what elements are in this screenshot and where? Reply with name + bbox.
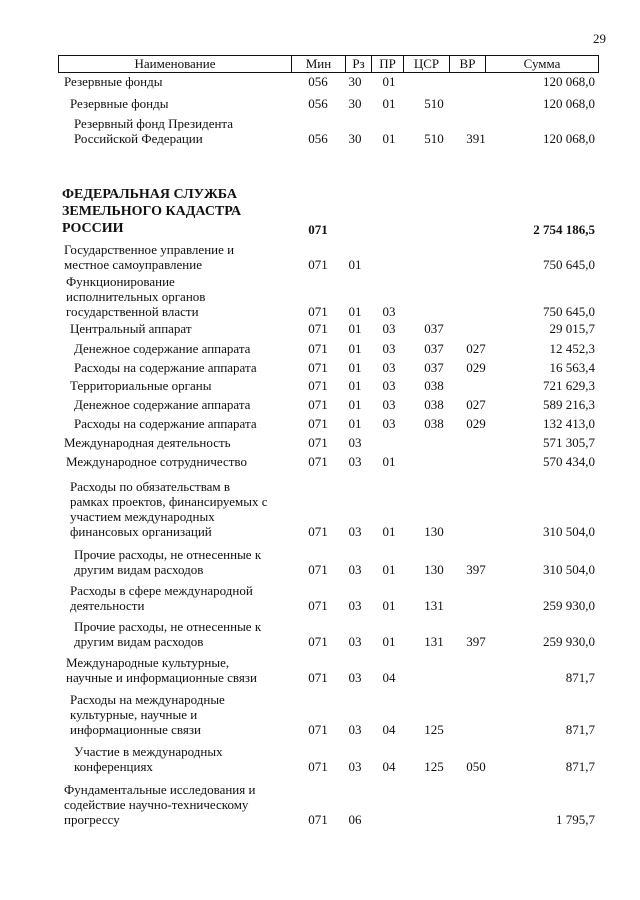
row-name-line: Государственное управление и [64, 242, 235, 257]
table-row [0, 655, 640, 685]
table-row [0, 274, 640, 319]
row-sum: 259 930,0 [543, 598, 595, 613]
row-min: 071 [308, 722, 328, 737]
row-name [62, 186, 290, 237]
row-csr: 131 [424, 634, 444, 649]
row-name-line: другим видам расходов [74, 634, 204, 649]
row-sum: 259 930,0 [543, 634, 595, 649]
row-rz: 03 [348, 598, 362, 613]
table-row [0, 321, 640, 336]
row-sum: 571 305,7 [543, 435, 595, 450]
row-csr: 130 [424, 562, 444, 577]
row-rz: 06 [348, 812, 362, 827]
row-rz: 30 [348, 74, 362, 89]
row-csr: 037 [424, 341, 444, 356]
row-sum: 750 645,0 [543, 304, 595, 319]
row-sum: 132 413,0 [543, 416, 595, 431]
row-name-line: исполнительных органов [66, 289, 206, 304]
row-csr: 038 [424, 378, 444, 393]
table-row [0, 583, 640, 613]
row-name [74, 744, 302, 774]
row-pr: 03 [382, 321, 396, 336]
row-name-line: Международные культурные, [66, 655, 230, 670]
row-min: 071 [308, 598, 328, 613]
row-sum: 750 645,0 [543, 257, 595, 272]
row-min: 071 [308, 759, 328, 774]
table-row [0, 96, 640, 111]
row-name-line: Резервные фонды [64, 74, 163, 89]
row-sum: 29 015,7 [549, 321, 595, 336]
row-sum: 721 629,3 [543, 378, 595, 393]
header-pr: ПР [371, 56, 403, 72]
row-name-line: государственной власти [66, 304, 199, 319]
row-min: 056 [308, 96, 328, 111]
row-name [74, 360, 302, 375]
row-name-line: участием международных [70, 509, 215, 524]
row-rz: 01 [348, 378, 362, 393]
row-sum: 871,7 [565, 722, 595, 737]
table-row [0, 435, 640, 450]
row-csr: 038 [424, 416, 444, 431]
row-sum: 310 504,0 [543, 562, 595, 577]
row-name-line: содействие научно-техническому [64, 797, 249, 812]
row-rz: 03 [348, 634, 362, 649]
header-name: Наименование [134, 56, 216, 71]
row-name-line: Расходы в сфере международной [70, 583, 253, 598]
row-pr: 03 [382, 378, 396, 393]
row-name-line: Прочие расходы, не отнесенные к [74, 547, 262, 562]
row-name [64, 782, 292, 827]
row-min: 071 [308, 378, 328, 393]
row-name [74, 547, 302, 577]
header-rz: Рз [345, 56, 371, 72]
row-name-line: культурные, научные и [70, 707, 198, 722]
row-rz: 03 [348, 722, 362, 737]
row-min: 071 [308, 454, 328, 469]
row-sum: 12 452,3 [549, 341, 595, 356]
row-name-line: Международное сотрудничество [66, 454, 247, 469]
row-min: 056 [308, 74, 328, 89]
row-name-line: научные и информационные связи [66, 670, 257, 685]
table-row [0, 360, 640, 375]
row-min: 071 [308, 670, 328, 685]
row-min: 071 [308, 222, 328, 237]
row-name [74, 397, 302, 412]
row-pr: 03 [382, 416, 396, 431]
row-pr: 03 [382, 341, 396, 356]
row-pr: 01 [382, 131, 396, 146]
table-row [0, 242, 640, 272]
row-pr: 01 [382, 524, 396, 539]
row-name-line: прогрессу [64, 812, 120, 827]
row-sum: 120 068,0 [543, 96, 595, 111]
row-rz: 01 [348, 360, 362, 375]
row-name-line: ФЕДЕРАЛЬНАЯ СЛУЖБА [62, 187, 237, 202]
row-min: 071 [308, 304, 328, 319]
row-min: 071 [308, 562, 328, 577]
row-sum: 2 754 186,5 [533, 222, 595, 237]
row-name-line: Российской Федерации [74, 131, 203, 146]
row-name-line: Расходы на содержание аппарата [74, 360, 257, 375]
row-rz: 01 [348, 416, 362, 431]
row-sum: 120 068,0 [543, 74, 595, 89]
row-name-line: конференциях [74, 759, 153, 774]
row-name-line: РОССИИ [62, 221, 124, 236]
row-csr: 125 [424, 759, 444, 774]
row-min: 071 [308, 341, 328, 356]
row-rz: 03 [348, 524, 362, 539]
row-name [64, 74, 292, 89]
table-row [0, 186, 640, 237]
row-name-line: ЗЕМЕЛЬНОГО КАДАСТРА [62, 204, 242, 219]
row-name [70, 96, 298, 111]
row-pr: 04 [382, 759, 396, 774]
row-vr: 391 [466, 131, 486, 146]
row-min: 071 [308, 634, 328, 649]
row-vr: 397 [466, 562, 486, 577]
row-name-line: Международная деятельность [64, 435, 231, 450]
row-name-line: местное самоуправление [64, 257, 202, 272]
row-pr: 03 [382, 304, 396, 319]
row-name [74, 116, 302, 146]
row-rz: 03 [348, 759, 362, 774]
row-csr: 130 [424, 524, 444, 539]
row-name [66, 274, 294, 319]
row-csr: 125 [424, 722, 444, 737]
table-row [0, 479, 640, 539]
row-min: 071 [308, 397, 328, 412]
row-rz: 30 [348, 131, 362, 146]
row-min: 071 [308, 257, 328, 272]
row-csr: 037 [424, 321, 444, 336]
row-sum: 1 795,7 [556, 812, 595, 827]
table-row [0, 454, 640, 469]
table-row [0, 547, 640, 577]
row-name [70, 479, 298, 539]
row-name-line: Территориальные органы [70, 378, 212, 393]
row-rz: 01 [348, 304, 362, 319]
page-number: 29 [593, 31, 606, 46]
row-sum: 871,7 [565, 759, 595, 774]
row-rz: 01 [348, 397, 362, 412]
row-rz: 03 [348, 562, 362, 577]
row-pr: 03 [382, 360, 396, 375]
header-min: Мин [291, 56, 345, 72]
row-name [74, 341, 302, 356]
table-row [0, 74, 640, 89]
row-name-line: Резервные фонды [70, 96, 169, 111]
row-pr: 04 [382, 670, 396, 685]
row-csr: 510 [424, 96, 444, 111]
row-sum: 120 068,0 [543, 131, 595, 146]
row-vr: 029 [466, 416, 486, 431]
row-rz: 03 [348, 454, 362, 469]
row-name-line: Участие в международных [74, 744, 223, 759]
row-name-line: Расходы по обязательствам в [70, 479, 231, 494]
row-rz: 03 [348, 435, 362, 450]
row-name-line: Прочие расходы, не отнесенные к [74, 619, 262, 634]
row-name-line: Резервный фонд Президента [74, 116, 234, 131]
row-name-line: деятельности [70, 598, 145, 613]
table-row [0, 692, 640, 737]
row-min: 056 [308, 131, 328, 146]
header-sum: Сумма [485, 56, 598, 72]
row-name-line: информационные связи [70, 722, 201, 737]
row-pr: 01 [382, 598, 396, 613]
row-sum: 16 563,4 [549, 360, 595, 375]
table-row [0, 744, 640, 774]
table-row [0, 378, 640, 393]
row-rz: 01 [348, 341, 362, 356]
row-name-line: Расходы на международные [70, 692, 225, 707]
row-name [74, 416, 302, 431]
row-name [64, 242, 292, 272]
row-rz: 01 [348, 257, 362, 272]
row-pr: 01 [382, 562, 396, 577]
row-min: 071 [308, 416, 328, 431]
row-min: 071 [308, 524, 328, 539]
row-csr: 037 [424, 360, 444, 375]
row-pr: 04 [382, 722, 396, 737]
row-pr: 01 [382, 74, 396, 89]
row-name-line: другим видам расходов [74, 562, 204, 577]
row-vr: 027 [466, 341, 486, 356]
row-name-line: Расходы на содержание аппарата [74, 416, 257, 431]
row-name [74, 619, 302, 649]
row-csr: 131 [424, 598, 444, 613]
row-min: 071 [308, 812, 328, 827]
row-name [70, 378, 298, 393]
table-row [0, 619, 640, 649]
row-name [70, 583, 298, 613]
table-row [0, 782, 640, 827]
row-name-line: Центральный аппарат [70, 321, 192, 336]
row-vr: 029 [466, 360, 486, 375]
row-name-line: рамках проектов, финансируемых с [70, 494, 268, 509]
row-name [64, 435, 292, 450]
row-sum: 310 504,0 [543, 524, 595, 539]
table-row [0, 416, 640, 431]
row-csr: 038 [424, 397, 444, 412]
row-pr: 03 [382, 397, 396, 412]
row-vr: 027 [466, 397, 486, 412]
row-name-line: Фундаментальные исследования и [64, 782, 256, 797]
row-sum: 589 216,3 [543, 397, 595, 412]
row-vr: 397 [466, 634, 486, 649]
row-rz: 01 [348, 321, 362, 336]
row-min: 071 [308, 435, 328, 450]
header-vr: ВР [449, 56, 485, 72]
row-name [70, 321, 298, 336]
header-csr: ЦСР [403, 56, 449, 72]
row-sum: 871,7 [565, 670, 595, 685]
row-sum: 570 434,0 [543, 454, 595, 469]
row-name-line: Функционирование [66, 274, 175, 289]
row-csr: 510 [424, 131, 444, 146]
row-name [66, 655, 294, 685]
row-name [70, 692, 298, 737]
table-row [0, 397, 640, 412]
row-name-line: Денежное содержание аппарата [74, 341, 251, 356]
row-pr: 01 [382, 454, 396, 469]
row-vr: 050 [466, 759, 486, 774]
row-rz: 30 [348, 96, 362, 111]
row-name-line: Денежное содержание аппарата [74, 397, 251, 412]
table-row [0, 116, 640, 146]
table-row [0, 341, 640, 356]
row-min: 071 [308, 360, 328, 375]
row-name [66, 454, 294, 469]
row-min: 071 [308, 321, 328, 336]
row-pr: 01 [382, 634, 396, 649]
row-name-line: финансовых организаций [70, 524, 212, 539]
row-rz: 03 [348, 670, 362, 685]
row-pr: 01 [382, 96, 396, 111]
